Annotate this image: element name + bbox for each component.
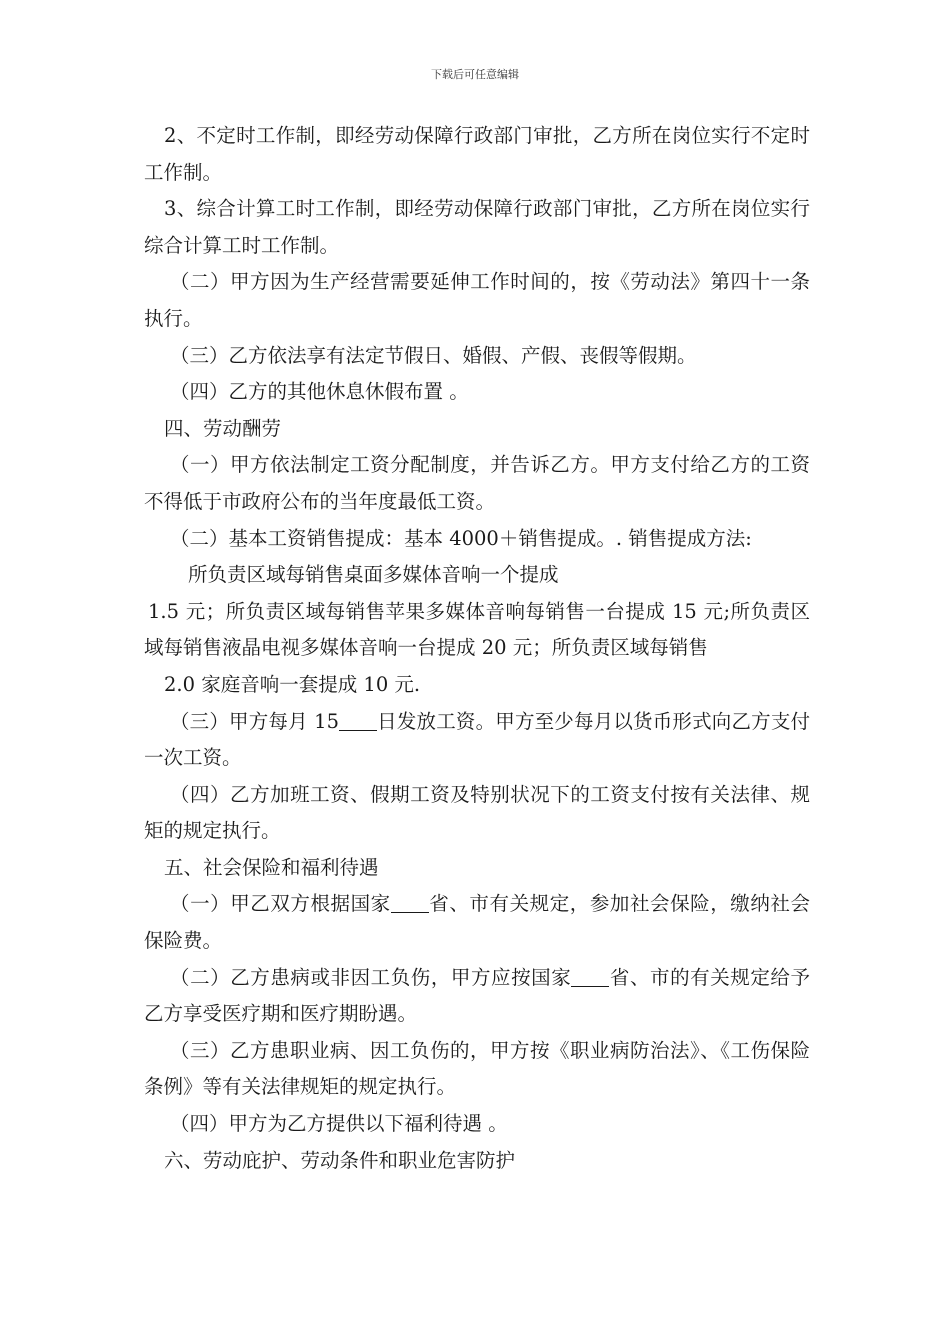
paragraph: （三）乙方患职业病、因工负伤的，甲方按《职业病防治法》、《工伤保险条例》等有关法律规矩的规定执行。: [144, 1038, 810, 1099]
paragraph: 3、综合计算工时工作制，即经劳动保障行政部门审批，乙方所在岗位实行综合计算工时工作制。: [144, 197, 810, 257]
paragraph: （四）乙方的其他休息休假布置 。: [170, 380, 469, 404]
paragraph: [144, 886, 810, 959]
section-heading: 五、社会保险和福利待遇: [164, 855, 379, 879]
paragraph: （一）甲方依法制定工资分配制度，并告诉乙方。甲方支付给乙方的工资不得低于市政府公布的当年度最低工资。: [144, 453, 810, 513]
page-header: 下载后可任意编辑: [431, 68, 519, 81]
section-heading: 六、劳动庇护、劳动条件和职业危害防护: [164, 1148, 516, 1172]
paragraph: （二）甲方因为生产经营需要延伸工作时间的，按《劳动法》第四十一条执行。: [144, 270, 810, 330]
paragraph-text: （二）乙方患病或非因工负伤，甲方应按国家: [170, 965, 572, 989]
fill-in-blank: [391, 893, 429, 914]
paragraph: 所负责区域每销售桌面多媒体音响一个提成: [188, 563, 559, 587]
paragraph-text: 省、市有关规定，参加社会保险，缴纳社会保险费。: [144, 892, 810, 953]
paragraph-text: （一）甲乙双方根据国家: [170, 892, 391, 916]
paragraph: [144, 960, 810, 1033]
paragraph: （四）甲方为乙方提供以下福利待遇 。: [170, 1112, 508, 1136]
paragraph-text: 省、市的有关规定给予乙方享受医疗期和医疗期盼遇。: [144, 965, 810, 1026]
section-heading: 四、劳动酬劳: [164, 416, 282, 440]
paragraph: 2.0 家庭音响一套提成 10 元.: [164, 672, 421, 696]
paragraph: （四）乙方加班工资、假期工资及特别状况下的工资支付按有关法律、规矩的规定执行。: [144, 782, 810, 843]
paragraph: （三）乙方依法享有法定节假日、婚假、产假、丧假等假期。: [170, 343, 697, 367]
paragraph-text: （三）甲方每月 15: [170, 709, 339, 733]
document-body: [144, 118, 810, 1179]
paragraph-text: 日发放工资。甲方至少每月以货币形式向乙方支付一次工资。: [144, 709, 810, 770]
paragraph: [144, 704, 810, 777]
fill-in-blank: [571, 966, 609, 987]
paragraph: 1.5 元；所负责区域每销售苹果多媒体音响每销售一台提成 15 元;所负责区域每销售液晶电视多媒体音响一台提成 20 元；所负责区域每销售: [144, 599, 810, 660]
paragraph: 2、不定时工作制，即经劳动保障行政部门审批，乙方所在岗位实行不定时工作制。: [144, 124, 810, 184]
paragraph: （二）基本工资销售提成：基本 4000＋销售提成。. 销售提成方法:: [170, 526, 752, 550]
fill-in-blank: [339, 710, 377, 731]
